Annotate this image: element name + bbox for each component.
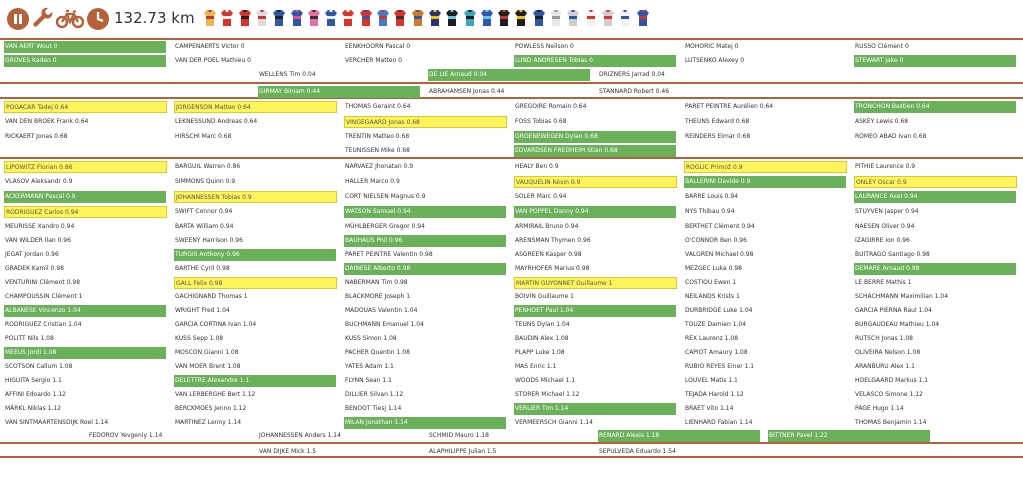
rider-entry[interactable]: PAGE Hugo 1.14 <box>855 405 904 412</box>
rider-entry[interactable]: ASGREEN Kasper 0.98 <box>515 251 582 258</box>
rider-entry[interactable]: GACHIGNARD Thomas 1 <box>175 293 248 300</box>
rider-entry[interactable]: BARTA William 0.94 <box>175 223 234 230</box>
team-jersey-icon[interactable] <box>221 10 233 26</box>
rider-entry[interactable]: ONLEY Oscar 0.9 <box>854 176 1017 188</box>
rider-entry[interactable]: STUYVEN Jasper 0.94 <box>855 208 919 215</box>
rider-entry[interactable]: VERMEERSCH Gianni 1.14 <box>515 419 593 426</box>
rider-entry[interactable]: BARTHE Cyril 0.98 <box>175 265 230 272</box>
rider-entry[interactable]: JOHANNESSEN Tobias 0.9 <box>174 191 337 203</box>
rider-entry[interactable]: PARET PEINTRE Valentin 0.98 <box>345 251 433 258</box>
rider-entry[interactable]: HIRSCHI Marc 0.68 <box>175 133 232 140</box>
team-jersey-icon[interactable] <box>550 10 562 26</box>
rider-entry[interactable]: MEZGEC Luka 0.98 <box>685 265 742 272</box>
clock-icon[interactable] <box>86 7 110 35</box>
race-distance: 132.73 km <box>114 9 195 27</box>
rider-entry[interactable]: GREGOIRE Romain 0.64 <box>515 103 587 110</box>
rider-entry[interactable]: IZAGIRRE Ion 0.96 <box>855 237 910 244</box>
rider-entry[interactable]: RUSSO Clément 0 <box>855 43 909 50</box>
rider-entry[interactable]: BARRE Louis 0.94 <box>685 193 739 200</box>
rider-entry[interactable]: BRAET Vito 1.14 <box>685 405 734 412</box>
rider-entry[interactable]: HIGUITA Sergio 1.1 <box>5 377 62 384</box>
rider-entry[interactable]: HALLER Marco 0.9 <box>345 178 400 185</box>
rider-entry[interactable]: VERCHER Matteo 0 <box>345 57 402 64</box>
rider-entry[interactable]: BURGAUDEAU Mathieu 1.04 <box>855 321 940 328</box>
rider-entry[interactable]: VELASCO Simone 1.12 <box>855 391 923 398</box>
rider-entry[interactable]: ABRAHAMSEN Jonas 0.44 <box>429 88 505 95</box>
rider-entry[interactable]: HEALY Ben 0.9 <box>515 163 559 170</box>
rider-entry[interactable]: EDVARDSEN FREDHEIM Stian 0.68 <box>514 145 676 157</box>
rider-entry[interactable]: FOSS Tobias 0.68 <box>515 118 567 125</box>
rider-entry[interactable]: WRIGHT Fred 1.04 <box>175 307 230 314</box>
rider-entry[interactable]: YATES Adam 1.1 <box>345 363 394 370</box>
rider-entry[interactable]: POLITT Nils 1.08 <box>5 335 54 342</box>
team-jersey-icon[interactable] <box>481 10 493 26</box>
rider-entry[interactable]: VAN AERT Wout 0 <box>4 41 166 53</box>
rider-entry[interactable]: KUSS Simon 1.08 <box>345 335 397 342</box>
rider-entry[interactable]: ACKERMANN Pascal 0.9 <box>4 191 166 203</box>
rider-entry[interactable]: VERLIER Tim 1.14 <box>514 403 676 415</box>
rider-entry[interactable]: VAN MOER Brent 1.08 <box>175 363 241 370</box>
rider-entry[interactable]: JOHANNESSEN Anders 1.14 <box>259 432 341 439</box>
rider-entry[interactable]: O'CONNOR Ben 0.96 <box>685 237 747 244</box>
team-jersey-icon[interactable] <box>342 10 354 26</box>
rider-entry[interactable]: GROENEWEGEN Dylan 0.68 <box>514 131 676 143</box>
rider-entry[interactable]: ARANBURU Alex 1.1 <box>855 363 915 370</box>
rider-entry[interactable]: SWEENY Harrison 0.96 <box>175 237 243 244</box>
team-jersey-icon[interactable] <box>239 10 251 26</box>
rider-entry[interactable]: NABERMAN Tim 0.98 <box>345 279 408 286</box>
rider-entry[interactable]: TURGIS Anthony 0.96 <box>174 249 336 261</box>
rider-entry[interactable]: AFFINI Edoardo 1.12 <box>5 391 66 398</box>
rider-entry[interactable]: BENOOT Tiesj 1.14 <box>345 405 402 412</box>
rider-entry[interactable]: MOHORIC Matej 0 <box>685 43 739 50</box>
rider-entry[interactable]: POWLESS Neilson 0 <box>515 43 574 50</box>
rider-entry[interactable]: PITHIE Laurence 0.9 <box>855 163 916 170</box>
rider-entry[interactable]: SEPULVEDA Eduardo 1.54 <box>599 448 676 455</box>
team-jersey-icon[interactable] <box>256 10 268 26</box>
rider-entry[interactable]: VENTURINI Clément 0.98 <box>5 279 81 286</box>
rider-entry[interactable]: JORGENSON Matteo 0.64 <box>174 101 337 113</box>
wrench-icon[interactable] <box>32 7 56 35</box>
rider-entry[interactable]: PENHOET Paul 1.04 <box>514 305 676 317</box>
rider-entry[interactable]: SOLER Marc 0.94 <box>515 193 567 200</box>
rider-entry[interactable]: PARET PEINTRE Aurélien 0.64 <box>685 103 774 110</box>
rider-entry[interactable]: MAS Enric 1.1 <box>515 363 557 370</box>
rider-entry[interactable]: MOSCON Gianni 1.08 <box>175 349 239 356</box>
rider-entry[interactable]: VAN LERBERGHE Bert 1.12 <box>175 391 256 398</box>
rider-entry[interactable]: DURBRIDGE Luke 1.04 <box>685 307 753 314</box>
team-jersey-icon[interactable] <box>204 10 216 26</box>
rider-entry[interactable]: STEWART Jake 0 <box>854 55 1016 67</box>
rider-entry[interactable]: BLACKMORE Joseph 1 <box>345 293 411 300</box>
rider-entry[interactable]: MEURISSE Xandro 0.94 <box>5 223 75 230</box>
rider-entry[interactable]: RODRIGUEZ Carlos 0.94 <box>4 206 167 218</box>
group-divider <box>0 456 1023 458</box>
rider-entry[interactable]: LUTSENKO Alexey 0 <box>685 57 745 64</box>
rider-entry[interactable]: SCOTSON Callum 1.08 <box>5 363 73 370</box>
rider-entry[interactable]: BERCKMOES Jenno 1.12 <box>175 405 247 412</box>
rider-entry[interactable]: DRIZNERS Jarrad 0.04 <box>599 71 665 78</box>
rider-entry[interactable]: CAMPENAERTS Victor 0 <box>175 43 245 50</box>
rider-entry[interactable]: LUND ANDRESEN Tobias 0 <box>514 55 676 67</box>
group-divider <box>0 157 1023 159</box>
rider-entry[interactable]: GALL Felix 0.98 <box>174 277 337 289</box>
rider-entry[interactable]: MEEUS Jordi 1.08 <box>4 347 166 359</box>
team-jersey-icon[interactable] <box>567 10 579 26</box>
rider-entry[interactable]: FLYNN Sean 1.1 <box>345 377 392 384</box>
rider-entry[interactable]: MADOUAS Valentin 1.04 <box>345 307 418 314</box>
team-jersey-icon[interactable] <box>446 10 458 26</box>
team-jersey-icon[interactable] <box>412 10 424 26</box>
rider-entry[interactable]: FEDOROV Yevgeniy 1.14 <box>89 432 163 439</box>
rider-entry[interactable]: CORT NIELSEN Magnus 0.9 <box>345 193 426 200</box>
rider-entry[interactable]: EENKHOORN Pascal 0 <box>345 43 411 50</box>
team-jersey-icon[interactable] <box>498 10 510 26</box>
rider-entry[interactable]: VAUQUELIN Kévin 0.9 <box>514 176 677 188</box>
team-jersey-icon[interactable] <box>637 10 649 26</box>
rider-entry[interactable]: SCHMID Mauro 1.18 <box>429 432 489 439</box>
rider-entry[interactable]: LOUVEL Matis 1.1 <box>685 377 738 384</box>
rider-entry[interactable]: TEUNS Dylan 1.04 <box>515 321 570 328</box>
rider-entry[interactable]: KUSS Sepp 1.08 <box>175 335 224 342</box>
rider-entry[interactable]: BERTHET Clément 0.94 <box>685 223 755 230</box>
pause-icon[interactable] <box>6 7 30 35</box>
rider-entry[interactable]: NARVAEZ Jhonatan 0.9 <box>345 163 414 170</box>
rider-entry[interactable]: ALBANESE Vincenzo 1.04 <box>4 305 166 317</box>
rider-entry[interactable]: GARCIA CORTINA Ivan 1.04 <box>175 321 257 328</box>
rider-entry[interactable]: ASKEY Lewis 0.68 <box>855 118 909 125</box>
rider-entry[interactable]: THEUNS Edward 0.68 <box>685 118 750 125</box>
team-jersey-icon[interactable] <box>325 10 337 26</box>
rider-entry[interactable]: DAINESE Alberto 0.98 <box>344 263 506 275</box>
rider-entry[interactable]: DE LIE Arnaud 0.04 <box>428 69 590 81</box>
rider-entry[interactable]: STORER Michael 1.12 <box>515 391 580 398</box>
rider-entry[interactable]: THOMAS Geraint 0.64 <box>345 103 411 110</box>
rider-entry[interactable]: SCHACHMANN Maximilian 1.04 <box>855 293 949 300</box>
rider-entry[interactable]: WELLENS Tim 0.04 <box>259 71 316 78</box>
team-jersey-icon[interactable] <box>585 10 597 26</box>
team-jersey-icon[interactable] <box>394 10 406 26</box>
rider-entry[interactable]: GARCIA PIERNA Raul 1.04 <box>855 307 932 314</box>
rider-entry[interactable]: BALLERINI Davide 0.9 <box>684 176 846 188</box>
rider-entry[interactable]: VAN DEN BROEK Frank 0.64 <box>5 118 89 125</box>
rider-entry[interactable]: NAESEN Oliver 0.94 <box>855 223 915 230</box>
rider-entry[interactable]: CHAMPOUSSIN Clément 1 <box>5 293 83 300</box>
team-jersey-icon[interactable] <box>273 10 285 26</box>
rider-entry[interactable]: RUTSCH Jonas 1.08 <box>855 335 913 342</box>
team-jersey-icon[interactable] <box>619 10 631 26</box>
rider-entry[interactable]: RICKAERT Jonas 0.68 <box>5 133 68 140</box>
rider-entry[interactable]: RUBIO REYES Einer 1.1 <box>685 363 755 370</box>
bicycle-icon[interactable] <box>56 7 84 35</box>
group-divider <box>0 82 1023 84</box>
rider-entry[interactable]: VAN DER POEL Mathieu 0 <box>175 57 251 64</box>
rider-entry[interactable]: TOUZE Damien 1.04 <box>685 321 747 328</box>
rider-entry[interactable]: MARTINEZ Lenny 1.14 <box>175 419 242 426</box>
team-jersey-icon[interactable] <box>602 10 614 26</box>
rider-entry[interactable]: LEKNESSUND Andreas 0.64 <box>175 118 258 125</box>
rider-entry[interactable]: NEILANDS Krists 1 <box>685 293 740 300</box>
rider-entry[interactable]: REX Laurenz 1.08 <box>685 335 739 342</box>
rider-entry[interactable]: TEUNISSEN Mike 0.68 <box>345 147 410 154</box>
rider-entry[interactable]: ARMIRAIL Bruno 0.94 <box>515 223 579 230</box>
rider-entry[interactable]: BUCHMANN Emanuel 1.04 <box>345 321 424 328</box>
rider-entry[interactable]: SIMMONS Quinn 0.9 <box>175 178 236 185</box>
rider-entry[interactable]: NYS Thibau 0.94 <box>685 208 735 215</box>
team-jersey-icon[interactable] <box>308 10 320 26</box>
rider-entry[interactable]: DILLIER Silvan 1.12 <box>345 391 404 398</box>
rider-entry[interactable]: VINGEGAARD Jonas 0.68 <box>344 116 507 128</box>
rider-entry[interactable]: COSTIOU Ewen 1 <box>685 279 737 286</box>
rider-entry[interactable]: WATSON Samuel 0.94 <box>344 206 506 218</box>
rider-entry[interactable]: VAN WILDER Ilan 0.96 <box>5 237 71 244</box>
team-jersey-icon[interactable] <box>515 10 527 26</box>
rider-entry[interactable]: VAN POPPEL Danny 0.94 <box>514 206 676 218</box>
rider-entry[interactable]: VAN DIJKE Mick 1.5 <box>259 448 317 455</box>
rider-entry[interactable]: BOIVIN Guillaume 1 <box>515 293 574 300</box>
rider-entry[interactable]: REINDERS Elmar 0.68 <box>685 133 751 140</box>
rider-entry[interactable]: BAUHAUS Phil 0.96 <box>344 235 506 247</box>
rider-entry[interactable]: TEJADA Harold 1.12 <box>685 391 744 398</box>
rider-entry[interactable]: BITTNER Pavel 1.22 <box>768 430 930 442</box>
rider-entry[interactable]: GIRMAY Biniam 0.44 <box>258 86 420 98</box>
rider-entry[interactable]: WOODS Michael 1.1 <box>515 377 576 384</box>
rider-entry[interactable]: HOELGAARD Markus 1.1 <box>855 377 929 384</box>
rider-entry[interactable]: MARTIN GUYONNET Guillaume 1 <box>514 277 677 289</box>
rider-entry[interactable]: LIENHARD Fabian 1.14 <box>685 419 753 426</box>
rider-entry[interactable]: VLASOV Aleksandr 0.9 <box>5 178 73 185</box>
rider-entry[interactable]: CAPIOT Amaury 1.08 <box>685 349 748 356</box>
rider-entry[interactable]: VALGREN Michael 0.98 <box>685 251 754 258</box>
team-jersey-icon[interactable] <box>464 10 476 26</box>
rider-entry[interactable]: JEGAT Jordan 0.96 <box>5 251 59 258</box>
rider-entry[interactable]: PLAPP Luke 1.08 <box>515 349 565 356</box>
group-divider <box>0 442 1023 444</box>
team-jersey-icon[interactable] <box>533 10 545 26</box>
rider-entry[interactable]: STANNARD Robert 0.46 <box>599 88 670 95</box>
team-jersey-icon[interactable] <box>377 10 389 26</box>
team-jersey-icon[interactable] <box>429 10 441 26</box>
rider-entry[interactable]: VAN SINTMAARTENSDIJK Roel 1.14 <box>5 419 109 426</box>
rider-entry[interactable]: RENARD Alexis 1.18 <box>598 430 760 442</box>
rider-entry[interactable]: LAURANCE Axel 0.94 <box>854 191 1016 203</box>
rider-entry[interactable]: MÜHLBERGER Gregor 0.94 <box>345 223 425 230</box>
rider-entry[interactable]: GRADEK Kamil 0.98 <box>5 265 64 272</box>
rider-entry[interactable]: DELETTRE Alexandre 1.1 <box>174 375 336 387</box>
rider-entry[interactable]: SWIFT Connor 0.94 <box>175 208 233 215</box>
rider-entry[interactable]: LIPOWITZ Florian 0.86 <box>4 161 167 173</box>
rider-entry[interactable]: ROMEO ABAD Ivan 0.68 <box>855 133 927 140</box>
group-divider <box>0 97 1023 99</box>
top-toolbar <box>0 0 1023 40</box>
rider-entry[interactable]: PACHER Quentin 1.08 <box>345 349 410 356</box>
rider-entry[interactable]: RODRIGUEZ Cristian 1.04 <box>5 321 82 328</box>
rider-entry[interactable]: MAYRHOFER Marius 0.98 <box>515 265 590 272</box>
rider-entry[interactable]: OLIVEIRA Nelson 1.08 <box>855 349 921 356</box>
rider-entry[interactable]: BAUDIN Alex 1.08 <box>515 335 569 342</box>
rider-entry[interactable]: GROVES Kaden 0 <box>4 55 166 67</box>
rider-entry[interactable]: TRENTIN Matteo 0.68 <box>345 133 410 140</box>
rider-entry[interactable]: BUITRAGO Santiago 0.98 <box>855 251 930 258</box>
rider-entry[interactable]: MILAN Jonathan 1.14 <box>344 417 506 429</box>
rider-entry[interactable]: TRONCHON Bastien 0.64 <box>854 101 1016 113</box>
rider-entry[interactable]: LE BERRE Mathis 1 <box>855 279 912 286</box>
rider-entry[interactable]: ROGLIC Primož 0.9 <box>684 161 847 173</box>
team-jersey-icon[interactable] <box>360 10 372 26</box>
rider-entry[interactable]: ALAPHILIPPE Julian 1.5 <box>429 448 497 455</box>
rider-entry[interactable]: THOMAS Benjamin 1.14 <box>855 419 927 426</box>
rider-entry[interactable]: BARGUIL Warren 0.86 <box>175 163 241 170</box>
team-jersey-icon[interactable] <box>291 10 303 26</box>
rider-entry[interactable]: MÄRKL Niklas 1.12 <box>5 405 62 412</box>
rider-entry[interactable]: DEMARE Arnaud 0.98 <box>854 263 1016 275</box>
rider-entry[interactable]: ARENSMAN Thymen 0.96 <box>515 237 591 244</box>
rider-entry[interactable]: POGACAR Tadej 0.64 <box>4 101 167 113</box>
